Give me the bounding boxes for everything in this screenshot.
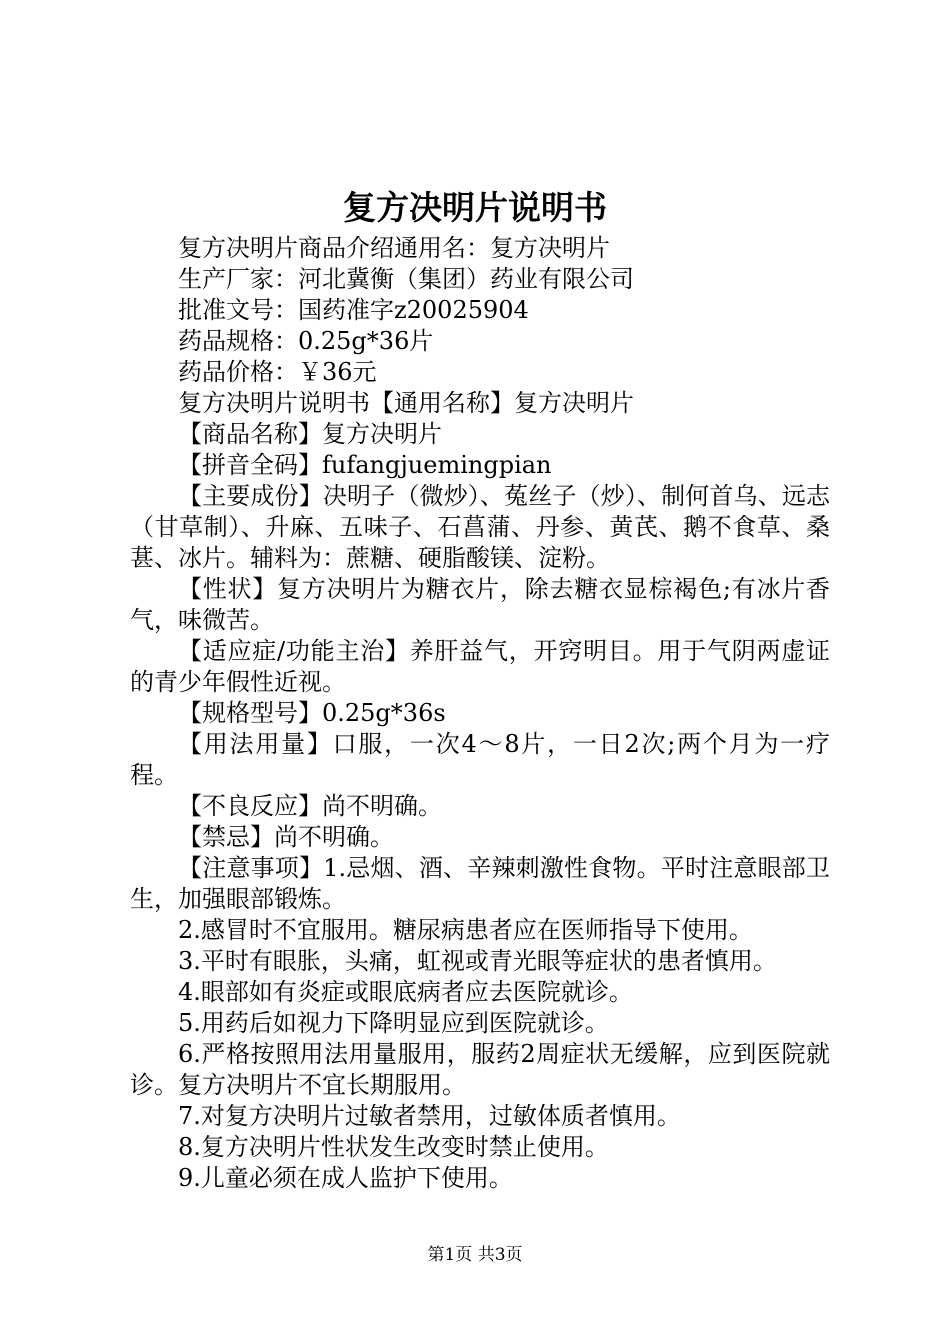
- paragraph-intro: 复方决明片商品介绍通用名：复方决明片: [178, 234, 610, 262]
- paragraph-precaution-7: 7.对复方决明片过敏者禁用，过敏体质者慎用。: [178, 1102, 681, 1130]
- paragraph-adverse-reactions: 【不良反应】尚不明确。: [178, 792, 442, 820]
- paragraph-contraindications: 【禁忌】尚不明确。: [178, 823, 394, 851]
- paragraph-ingredients: 【主要成份】决明子（微炒）、菟丝子（炒）、制何首乌、远志（甘草制）、升麻、五味子、石菖蒲、丹参、黄芪、鹅不食草、桑葚、冰片。辅料为：蔗糖、硬脂酸镁、淀粉。: [130, 482, 830, 572]
- document-title: 复方决明片说明书: [343, 188, 607, 227]
- paragraph-price: 药品价格：￥36元: [178, 358, 377, 386]
- paragraph-appearance: 【性状】复方决明片为糖衣片，除去糖衣显棕褐色;有冰片香气，味微苦。: [130, 575, 830, 634]
- paragraph-product-name: 【商品名称】复方决明片: [178, 420, 442, 448]
- paragraph-indications: 【适应症/功能主治】养肝益气，开窍明目。用于气阴两虚证的青少年假性近视。: [130, 637, 830, 696]
- paragraph-precaution-5: 5.用药后如视力下降明显应到医院就诊。: [178, 1009, 609, 1037]
- page-footer: 第1页 共3页: [427, 1245, 523, 1265]
- paragraph-model: 【规格型号】0.25g*36s: [178, 699, 446, 727]
- paragraph-precaution-8: 8.复方决明片性状发生改变时禁止使用。: [178, 1133, 609, 1161]
- paragraph-precaution-9: 9.儿童必须在成人监护下使用。: [178, 1164, 513, 1192]
- paragraph-precaution-3: 3.平时有眼胀，头痛，虹视或青光眼等症状的患者慎用。: [178, 947, 777, 975]
- paragraph-precaution-6: 6.严格按照用法用量服用，服药2周症状无缓解，应到医院就诊。复方决明片不宜长期服用。: [130, 1040, 830, 1099]
- paragraph-manufacturer: 生产厂家：河北冀衡（集团）药业有限公司: [178, 265, 634, 293]
- paragraph-precaution-4: 4.眼部如有炎症或眼底病者应去医院就诊。: [178, 978, 633, 1006]
- paragraph-pinyin: 【拼音全码】fufangjuemingpian: [178, 451, 552, 479]
- paragraph-precaution-2: 2.感冒时不宜服用。糖尿病患者应在医师指导下使用。: [178, 916, 753, 944]
- paragraph-generic-name: 复方决明片说明书【通用名称】复方决明片: [178, 389, 634, 417]
- paragraph-specification: 药品规格：0.25g*36片: [178, 327, 434, 355]
- paragraph-approval-number: 批准文号：国药准字z20025904: [178, 296, 529, 324]
- document-body: [130, 233, 830, 1194]
- paragraph-dosage: 【用法用量】口服，一次4～8片，一日2次;两个月为一疗程。: [130, 730, 830, 789]
- paragraph-precaution-1: 【注意事项】1.忌烟、酒、辛辣刺激性食物。平时注意眼部卫生，加强眼部锻炼。: [130, 854, 830, 913]
